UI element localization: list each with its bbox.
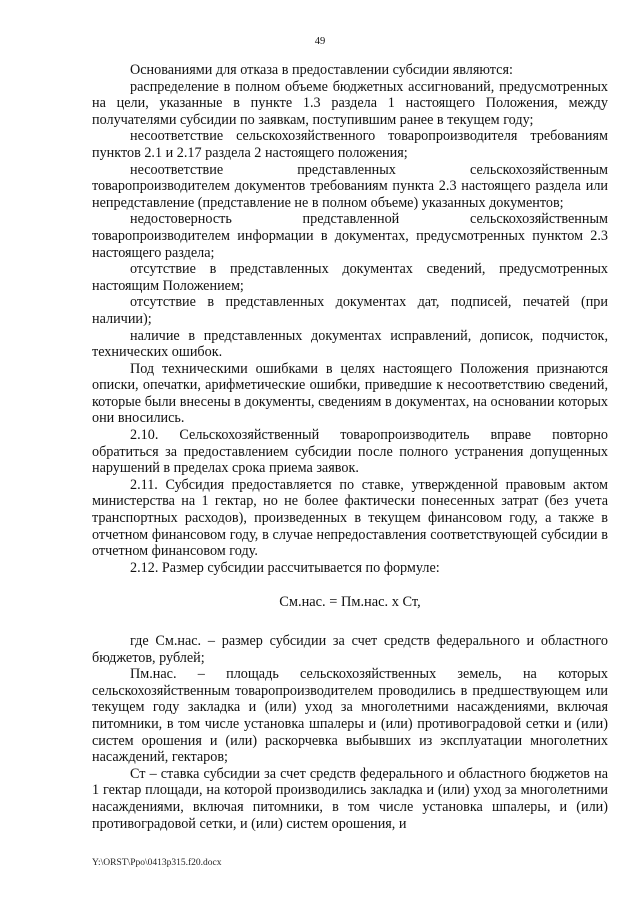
paragraph-missing-information: отсутствие в представленных документах сведений, предусмотренных настоящим Положением;: [92, 261, 608, 294]
page-number: 49: [314, 36, 326, 47]
paragraph-documents-noncompliance: несоответствие представленных сельскохозяйственным товаропроизводителем документов требованиям пункта 2.3 настоящего раздела или непредставление (представление не в полном объеме) указанных документов;: [92, 161, 608, 211]
paragraph-2-12-formula-intro: 2.12. Размер субсидии рассчитывается по формуле:: [130, 559, 440, 576]
paragraph-2-10-reapply: 2.10. Сельскохозяйственный товаропроизводитель вправе повторно обратиться за предоставлением субсидии после полного устранения допущенных нарушений в пределах срока приема заявок.: [92, 427, 608, 477]
paragraph-2-11-rate: 2.11. Субсидия предоставляется по ставке, утвержденной правовым актом министерства на 1 гектар, но не более фактически понесенных затрат (без учета транспортных расходов), произведенных в текущем финансовом году, а также в отчетном финансовом году, в случае непредоставления соответствующей субсидии в отчетном финансовом году.: [92, 476, 608, 560]
paragraph-formula-area: Пм.нас. – площадь сельскохозяйственных земель, на которых сельскохозяйственным товаропроизводителем проводились в предшествующем или текущем году закладка и (или) уход за многолетними насаждениями, включая питомники, в том числе установка шпалеры и (или) противоградовой сетки и (или) систем орошения и (или) раскорчевка выбывших из эксплуатации многолетних насаждений, гектаров;: [92, 666, 608, 766]
paragraph-formula-rate: Ст – ставка субсидии за счет средств федерального и областного бюджетов на 1 гектар площади, на которой производились закладка и (или) уход за многолетними насаждениями, включая питомники, в том числе установка шпалеры, и (или) противоградовой сетки, и (или) систем орошения, и: [92, 765, 608, 832]
paragraph-budget-distributed: распределение в полном объеме бюджетных ассигнований, предусмотренных на цели, указанные в пункте 1.3 раздела 1 настоящего Положения, между получателями субсидии по заявкам, поступившим ранее в текущем году;: [92, 78, 608, 128]
paragraph-missing-dates-signatures: отсутствие в представленных документах дат, подписей, печатей (при наличии);: [92, 294, 608, 327]
paragraph-formula-subsidy-size: где См.нас. – размер субсидии за счет средств федерального и областного бюджетов, рублей;: [92, 633, 608, 666]
paragraph-producer-noncompliance: несоответствие сельскохозяйственного товаропроизводителя требованиям пунктов 2.1 и 2.17 раздела 2 настоящего положения;: [92, 128, 608, 161]
paragraph-corrections-errors: наличие в представленных документах исправлений, дописок, подчисток, технических ошибок.: [92, 327, 608, 361]
paragraph-refusal-grounds-intro: Основаниями для отказа в предоставлении субсидии являются:: [130, 62, 513, 78]
document-body: [92, 62, 608, 832]
paragraph-technical-errors-definition: Под техническими ошибками в целях настоящего Положения признаются описки, опечатки, арифметические ошибки, приведшие к несоответствию сведений, которые были внесены в документы, сведениям в документах, на основании которых они вносились.: [92, 360, 608, 427]
footer-file-path: Y:\ORST\Ppo\0413p315.f20.docx: [92, 858, 222, 868]
paragraph-unreliable-information: недостоверность представленной сельскохозяйственным товаропроизводителем информации в документах, предусмотренных пунктом 2.3 настоящего раздела;: [92, 211, 608, 261]
subsidy-formula: См.нас. = Пм.нас. х Ст,: [279, 594, 421, 611]
